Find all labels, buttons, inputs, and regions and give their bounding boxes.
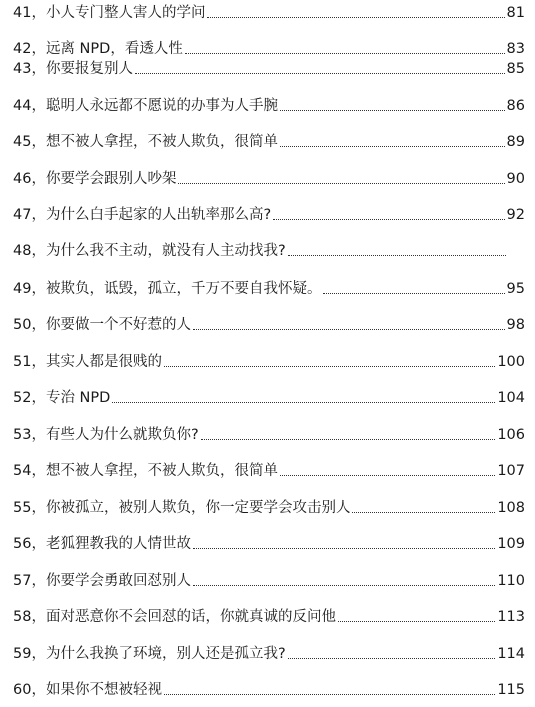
toc-entry-title: 53，有些人为什么就欺负你? bbox=[13, 427, 199, 443]
dot-leader bbox=[207, 17, 504, 18]
dot-leader bbox=[338, 621, 495, 622]
toc-entry-title: 55，你被孤立，被别人欺负，你一定要学会攻击别人 bbox=[13, 500, 351, 516]
toc-entry[interactable] bbox=[13, 422, 525, 444]
toc-entry-page: 110 bbox=[497, 573, 525, 589]
toc-entry[interactable] bbox=[13, 568, 525, 590]
toc-entry-title: 45，想不被人拿捏，不被人欺负，很简单 bbox=[13, 134, 278, 150]
toc-entry[interactable] bbox=[13, 93, 525, 115]
dot-leader bbox=[201, 439, 496, 440]
dot-leader bbox=[323, 293, 504, 294]
toc-entry-title: 48，为什么我不主动，就没有人主动找我? bbox=[13, 243, 286, 259]
toc-entry[interactable] bbox=[13, 385, 525, 407]
toc-entry-page: 89 bbox=[506, 134, 525, 150]
toc-entry-page: 114 bbox=[497, 646, 525, 662]
toc-entry-page: 85 bbox=[506, 61, 525, 77]
toc-entry-title: 50，你要做一个不好惹的人 bbox=[13, 317, 191, 333]
toc-entry-page: 113 bbox=[497, 609, 525, 625]
toc-entry[interactable] bbox=[13, 238, 525, 260]
toc-entry-title: 41，小人专门整人害人的学问 bbox=[13, 5, 206, 21]
toc-entry-page: 81 bbox=[506, 5, 525, 21]
toc-entry-page: 108 bbox=[497, 500, 525, 516]
toc-entry-title: 51，其实人都是很贱的 bbox=[13, 354, 162, 370]
table-of-contents bbox=[13, 0, 525, 707]
dot-leader bbox=[135, 73, 505, 74]
dot-leader bbox=[288, 255, 506, 256]
toc-entry-page: 107 bbox=[497, 463, 525, 479]
toc-entry-title: 59，为什么我换了环境，别人还是孤立我? bbox=[13, 646, 286, 662]
toc-entry-page: 86 bbox=[506, 98, 525, 114]
toc-entry-title: 52，专治 NPD bbox=[13, 390, 111, 406]
dot-leader bbox=[185, 53, 505, 54]
dot-leader bbox=[193, 585, 495, 586]
toc-entry-title: 56，老狐狸教我的人情世故 bbox=[13, 536, 191, 552]
toc-entry-page: 104 bbox=[497, 390, 525, 406]
toc-entry-page: 92 bbox=[506, 207, 525, 223]
toc-entry-title: 44，聪明人永远都不愿说的办事为人手腕 bbox=[13, 98, 278, 114]
toc-entry[interactable] bbox=[13, 36, 525, 58]
toc-entry[interactable] bbox=[13, 458, 525, 480]
toc-entry[interactable] bbox=[13, 604, 525, 626]
dot-leader bbox=[193, 329, 505, 330]
toc-entry[interactable] bbox=[13, 531, 525, 553]
toc-entry[interactable] bbox=[13, 166, 525, 188]
dot-leader bbox=[164, 366, 495, 367]
toc-entry-title: 60，如果你不想被轻视 bbox=[13, 682, 162, 698]
toc-entry-title: 46，你要学会跟别人吵架 bbox=[13, 171, 177, 187]
toc-entry-page: 115 bbox=[497, 682, 525, 698]
toc-entry[interactable] bbox=[13, 276, 525, 298]
dot-leader bbox=[193, 548, 495, 549]
toc-entry-title: 43，你要报复别人 bbox=[13, 61, 133, 77]
toc-entry[interactable] bbox=[13, 312, 525, 334]
dot-leader bbox=[164, 694, 495, 695]
dot-leader bbox=[273, 219, 504, 220]
dot-leader bbox=[288, 658, 496, 659]
dot-leader bbox=[178, 183, 504, 184]
dot-leader bbox=[280, 110, 505, 111]
toc-entry-title: 42，远离 NPD，看透人性 bbox=[13, 41, 183, 57]
toc-entry-page: 98 bbox=[506, 317, 525, 333]
toc-entry[interactable] bbox=[13, 129, 525, 151]
dot-leader bbox=[280, 475, 495, 476]
toc-entry-title: 58，面对恶意你不会回怼的话，你就真诚的反问他 bbox=[13, 609, 336, 625]
toc-entry[interactable] bbox=[13, 0, 525, 22]
toc-entry[interactable] bbox=[13, 495, 525, 517]
toc-entry-page: 95 bbox=[506, 281, 525, 297]
dot-leader bbox=[352, 512, 495, 513]
toc-entry[interactable] bbox=[13, 677, 525, 699]
toc-entry-page: 90 bbox=[506, 171, 525, 187]
toc-entry[interactable] bbox=[13, 56, 525, 78]
toc-entry[interactable] bbox=[13, 641, 525, 663]
toc-entry-title: 57，你要学会勇敢回怼别人 bbox=[13, 573, 191, 589]
toc-entry-page: 109 bbox=[497, 536, 525, 552]
toc-entry-title: 49，被欺负，诋毁，孤立，千万不要自我怀疑。 bbox=[13, 281, 322, 297]
toc-entry-page: 106 bbox=[497, 427, 525, 443]
toc-entry[interactable] bbox=[13, 349, 525, 371]
toc-entry-page: 83 bbox=[506, 41, 525, 57]
toc-entry-title: 47，为什么白手起家的人出轨率那么高? bbox=[13, 207, 272, 223]
dot-leader bbox=[280, 146, 505, 147]
toc-entry-title: 54，想不被人拿捏，不被人欺负，很简单 bbox=[13, 463, 278, 479]
toc-entry-page: 100 bbox=[497, 354, 525, 370]
dot-leader bbox=[112, 402, 495, 403]
toc-entry[interactable] bbox=[13, 202, 525, 224]
